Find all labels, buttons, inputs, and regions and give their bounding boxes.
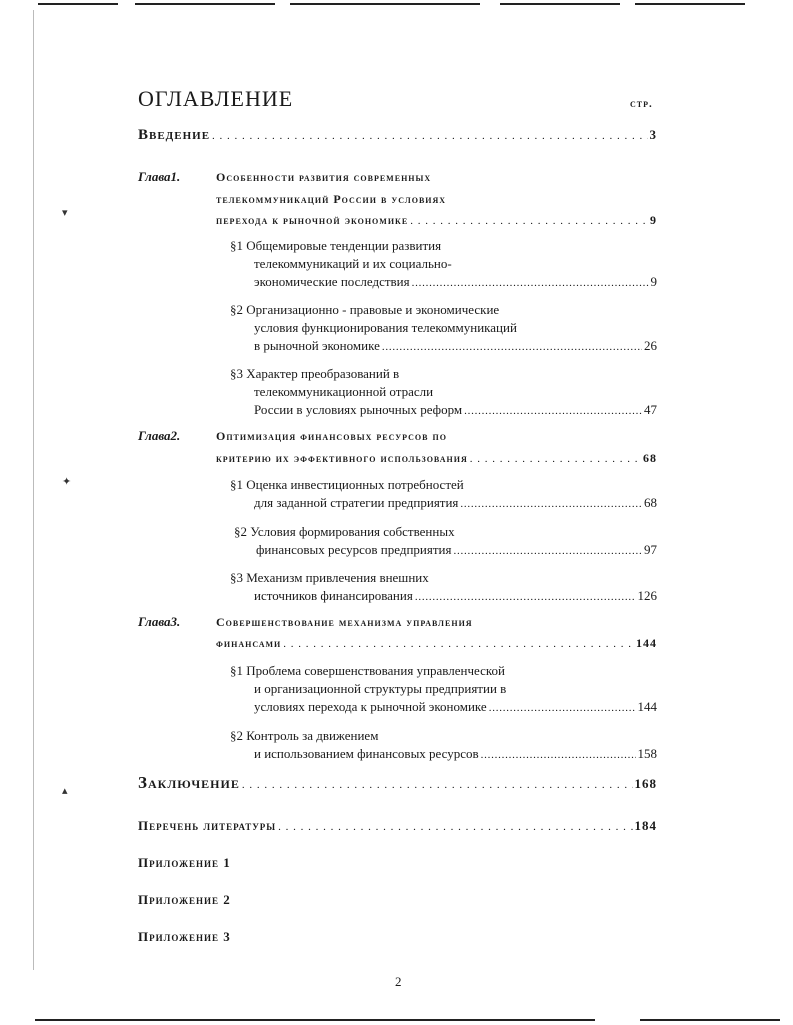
section-line: и организационной структуры предприятии в bbox=[254, 681, 507, 696]
toc-entry-label: Перечень литературы bbox=[138, 818, 277, 833]
leader-dots bbox=[460, 498, 642, 510]
section-line: финансовых ресурсов предприятия bbox=[256, 542, 452, 557]
toc-entry-page: 184 bbox=[634, 818, 657, 833]
leader-dots bbox=[410, 215, 648, 227]
binding-mark-icon: ▴ bbox=[62, 785, 68, 797]
chapter-title-line: критерию их эффективного использования bbox=[216, 451, 468, 465]
toc-entry-intro[interactable] bbox=[138, 127, 657, 144]
section-line: §3 Механизм привлечения внешних bbox=[230, 570, 429, 585]
section-line: телекоммуникаций и их социально- bbox=[254, 256, 452, 271]
toc-entry-section-1-3[interactable] bbox=[254, 402, 657, 418]
toc-entry-section-3-2[interactable] bbox=[254, 746, 657, 762]
page-column-label: стр. bbox=[630, 98, 653, 110]
toc-entry-appendix-2[interactable]: Приложение 2 bbox=[138, 892, 231, 907]
toc-entry-page: 97 bbox=[644, 542, 657, 557]
chapter-title-line: финансами bbox=[216, 636, 282, 650]
toc-entry-chapter-3[interactable] bbox=[216, 636, 657, 651]
section-line: §2 Организационно - правовые и экономические bbox=[230, 302, 500, 317]
toc-entry-page: 9 bbox=[650, 213, 657, 227]
binding-mark-icon: ▾ bbox=[62, 207, 68, 219]
scan-line bbox=[38, 3, 118, 5]
section-line: §3 Характер преобразований в bbox=[230, 366, 400, 381]
toc-entry-appendix-1[interactable]: Приложение 1 bbox=[138, 855, 231, 870]
leader-dots bbox=[382, 341, 642, 353]
chapter-label: Глава3. bbox=[138, 614, 181, 629]
section-line: России в условиях рыночных реформ bbox=[254, 402, 463, 417]
section-line: §1 Проблема совершенствования управленческой bbox=[230, 663, 505, 678]
toc-entry-label: Заключение bbox=[138, 773, 240, 792]
toc-entry-chapter-1[interactable] bbox=[216, 213, 657, 228]
toc-entry-page: 144 bbox=[637, 699, 657, 714]
leader-dots bbox=[283, 638, 634, 650]
section-line: экономические последствия bbox=[254, 274, 410, 289]
toc-entry-literature[interactable] bbox=[138, 818, 657, 834]
toc-entry-section-1-2[interactable] bbox=[254, 338, 657, 354]
section-line: телекоммуникационной отрасли bbox=[254, 384, 434, 399]
page-title: ОГЛАВЛЕНИЕ bbox=[138, 86, 294, 111]
toc-entry-page: 126 bbox=[637, 588, 657, 603]
leader-dots bbox=[464, 405, 642, 417]
leader-dots bbox=[454, 545, 643, 557]
toc-entry-page: 47 bbox=[644, 402, 657, 417]
scan-line bbox=[290, 3, 480, 5]
section-line: в рыночной экономике bbox=[254, 338, 380, 353]
toc-entry-page: 144 bbox=[636, 636, 657, 650]
scan-edge bbox=[33, 10, 34, 970]
section-line: и использованием финансовых ресурсов bbox=[254, 746, 479, 761]
scan-line bbox=[500, 3, 620, 5]
toc-entry-section-2-2[interactable] bbox=[256, 542, 657, 558]
toc-entry-page: 3 bbox=[649, 127, 657, 142]
chapter-title-line: перехода к рыночной экономике bbox=[216, 213, 409, 227]
section-line: источников финансирования bbox=[254, 588, 413, 603]
toc-entry-page: 68 bbox=[643, 451, 657, 465]
toc-entry-label: Введение bbox=[138, 127, 211, 143]
toc-entry-appendix-3[interactable]: Приложение 3 bbox=[138, 929, 231, 944]
chapter-title-line: телекоммуникаций России в условиях bbox=[216, 192, 447, 206]
leader-dots bbox=[212, 130, 647, 142]
chapter-title-line: Совершенствование механизма управления bbox=[216, 615, 473, 629]
chapter-label: Глава2. bbox=[138, 428, 181, 443]
section-line: условия функционирования телекоммуникаций bbox=[254, 320, 517, 335]
toc-entry-page: 168 bbox=[634, 776, 657, 791]
scan-line bbox=[640, 1019, 780, 1021]
leader-dots bbox=[242, 779, 633, 791]
toc-entry-chapter-2[interactable] bbox=[216, 451, 657, 466]
page-number: 2 bbox=[395, 974, 402, 989]
chapter-title-line: Оптимизация финансовых ресурсов по bbox=[216, 429, 447, 443]
toc-entry-page: 158 bbox=[637, 746, 657, 761]
toc-entry-conclusion[interactable] bbox=[138, 773, 657, 793]
leader-dots bbox=[415, 591, 636, 603]
scan-line bbox=[135, 3, 275, 5]
toc-entry-page: 26 bbox=[644, 338, 657, 353]
scan-line bbox=[635, 3, 745, 5]
section-line: §2 Контроль за движением bbox=[230, 728, 379, 743]
leader-dots bbox=[481, 749, 636, 761]
toc-entry-page: 68 bbox=[644, 495, 657, 510]
scan-line bbox=[35, 1019, 595, 1021]
binding-mark-icon: ✦ bbox=[62, 476, 72, 488]
section-line: §1 Оценка инвестиционных потребностей bbox=[230, 477, 464, 492]
chapter-title-line: Особенности развития современных bbox=[216, 170, 432, 184]
section-line: для заданной стратегии предприятия bbox=[254, 495, 459, 510]
toc-entry-section-1-1[interactable] bbox=[254, 274, 657, 290]
section-line: условиях перехода к рыночной экономике bbox=[254, 699, 487, 714]
leader-dots bbox=[489, 702, 636, 714]
section-line: §2 Условия формирования собственных bbox=[234, 524, 455, 539]
toc-entry-page: 9 bbox=[650, 274, 657, 289]
toc-entry-section-2-1[interactable] bbox=[254, 495, 657, 511]
toc-entry-section-2-3[interactable] bbox=[254, 588, 657, 604]
toc-entry-section-3-1[interactable] bbox=[254, 699, 657, 715]
chapter-label: Глава1. bbox=[138, 169, 181, 184]
leader-dots bbox=[470, 453, 641, 465]
section-line: §1 Общемировые тенденции развития bbox=[230, 238, 442, 253]
leader-dots bbox=[278, 821, 632, 833]
leader-dots bbox=[412, 277, 649, 289]
